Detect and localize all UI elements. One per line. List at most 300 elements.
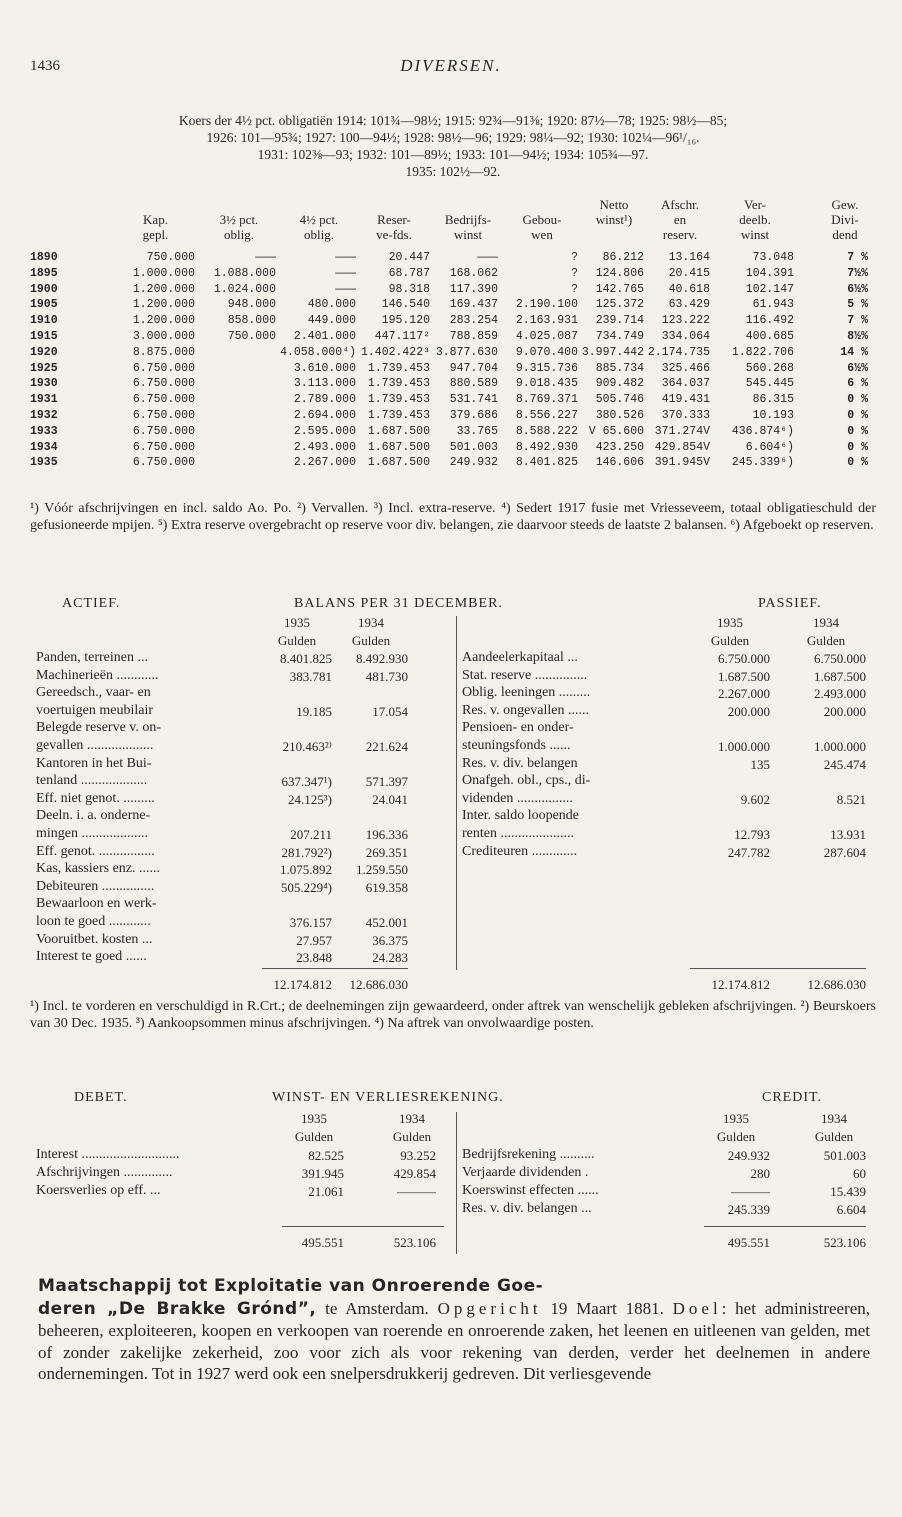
stats-cell-p45: 3.113.000	[293, 377, 356, 391]
stats-cell-reserve: 1.687.500	[367, 424, 430, 438]
actief-value-1934: 619.358	[365, 879, 408, 895]
stats-cell-netto: 885.734	[595, 361, 644, 375]
stats-cell-kap: 8.875.000	[132, 345, 195, 359]
actief-value-1935: 27.957	[296, 932, 332, 948]
actief-label: Gereedsch., vaar- en	[36, 685, 151, 701]
passief-label: Stat. reserve ...............	[462, 667, 588, 683]
actief-value-1934: 1.259.550	[356, 862, 408, 878]
stats-cell-gebouwen: 9.315.736	[515, 361, 578, 375]
stats-cell-afschr: 20.415	[668, 266, 710, 280]
stats-header-p35: 3½ pct. oblig.	[219, 212, 259, 242]
stats-cell-verdeelb: 1.822.706	[731, 345, 794, 359]
unit-header: Gulden	[392, 1129, 432, 1144]
stats-cell-kap: 6.750.000	[132, 409, 195, 422]
stats-cell-afschr: 334.064	[661, 330, 710, 343]
passief-value-1935: 9.602	[740, 791, 770, 807]
doel-label: Doel	[672, 1298, 722, 1318]
stats-cell-kap: 3.000.000	[132, 330, 195, 343]
stats-cell-gebouwen: 2.163.931	[515, 314, 578, 328]
stats-cell-p35: 1.024.000	[213, 282, 276, 296]
stats-cell-p45: 2.789.000	[293, 393, 356, 407]
stats-cell-reserve: 146.540	[381, 298, 430, 312]
debet-value-1935: 82.525	[308, 1148, 344, 1163]
koers-line: Koers der 4½ pct. obligatiën 1914: 101¾—98½; 1915: 92¾—91⅜; 1920: 87½—78; 1925: 98½—85;	[178, 113, 728, 128]
year-header: 1934	[813, 615, 839, 630]
stats-cell-afschr: 364.037	[661, 377, 710, 391]
stats-cell-p45: 2.595.000	[293, 424, 356, 438]
stats-cell-netto: V 65.600	[588, 424, 644, 438]
stats-cell-netto: 86.212	[602, 251, 644, 264]
actief-value-1934: 452.001	[365, 915, 408, 930]
stats-cell-reserve: 20.447	[388, 251, 430, 264]
stats-cell-gebouwen: 8.588.222	[515, 424, 578, 438]
opgericht-date: Maart 1881.	[576, 1298, 673, 1318]
stats-header-gebouwen: Gebou- wen	[522, 212, 562, 242]
passief-value-1934: 287.604	[823, 844, 866, 860]
year-header: 1935	[301, 1111, 327, 1126]
stats-cell-p45: 4.058.000⁴)	[280, 345, 356, 359]
debet-label: Afschrijvingen ..............	[36, 1165, 173, 1180]
actief-value-1935: 207.211	[290, 827, 332, 842]
stats-cell-verdeelb: 245.339⁶)	[731, 456, 794, 470]
actief-value-1934: 481.730	[365, 668, 408, 684]
stats-cell-kap: 1.200.000	[132, 298, 195, 312]
stats-cell-p45: ———	[335, 251, 356, 264]
stats-cell-dividend: 0 %	[847, 456, 868, 470]
balans-footnotes: ¹) Incl. te vorderen en verschuldigd in R.Crt.; de deelnemingen zijn gewaardeerd, onder aftrek van wenschelijk gebleken afschrijvingen. ²) Beurskoers van 30 Dec. 1935. ³) Aankoopsommen minus afschrijvingen. ⁴) Na aftrek van onvolwaardige posten.	[30, 999, 876, 1031]
actief-total-1935: 12.174.812	[273, 977, 332, 992]
passief-label: Crediteuren .............	[462, 843, 578, 859]
stats-cell-year: 1932	[30, 409, 58, 422]
unit-header: Gulden	[351, 633, 391, 648]
stats-cell-netto: 124.806	[595, 266, 644, 280]
actief-title: ACTIEF.	[62, 596, 121, 611]
actief-label: Eff. niet genot. .........	[36, 790, 155, 806]
stats-cell-verdeelb: 10.193	[752, 409, 794, 422]
stats-cell-afschr: 429.854V	[654, 440, 710, 454]
debet-total-1935: 495.551	[301, 1235, 344, 1250]
stats-cell-kap: 6.750.000	[132, 377, 195, 391]
credit-value-1935: ———	[731, 1184, 770, 1199]
stats-cell-netto: 146.606	[595, 456, 644, 470]
passief-label: Aandeelerkapitaal ...	[462, 650, 578, 665]
year-header: 1934	[821, 1111, 847, 1126]
stats-cell-year: 1915	[30, 330, 58, 343]
stats-cell-p45: 2.694.000	[293, 409, 356, 422]
stats-cell-verdeelb: 102.147	[745, 282, 794, 296]
actief-value-1935: 210.463²⁾	[282, 739, 332, 754]
year-header: 1935	[717, 615, 743, 630]
winst-divider	[456, 1112, 457, 1254]
stats-cell-year: 1890	[30, 251, 58, 264]
actief-label: gevallen ...................	[36, 738, 154, 753]
debet-total-1934: 523.106	[393, 1235, 436, 1250]
passief-value-1934: 2.493.000	[814, 686, 866, 702]
stats-cell-dividend: 14 %	[840, 345, 868, 359]
page-number: 1436	[30, 58, 60, 74]
stats-cell-p45: 3.610.000	[293, 361, 356, 375]
stats-header-afschr: Afschr. en reserv.	[661, 197, 699, 242]
credit-sum-rule	[704, 1226, 866, 1227]
stats-cell-reserve: 1.687.500	[367, 440, 430, 454]
stats-cell-reserve: 1.739.453	[367, 409, 430, 422]
stats-cell-verdeelb: 116.492	[745, 314, 794, 328]
actief-value-1935: 376.157	[289, 915, 332, 930]
stats-cell-bedrijfs: 379.686	[449, 409, 498, 422]
stats-cell-verdeelb: 6.604⁶)	[745, 440, 794, 454]
passief-value-1935: 12.793	[734, 827, 770, 842]
passief-value-1935: 2.267.000	[718, 686, 770, 702]
stats-cell-gebouwen: 9.070.400	[515, 345, 578, 359]
company-name-line2: deren „De Brakke Grónd”,	[38, 1298, 317, 1319]
stats-cell-gebouwen: 9.018.435	[515, 377, 578, 391]
passief-title: PASSIEF.	[758, 596, 822, 611]
stats-cell-year: 1931	[30, 393, 58, 407]
actief-value-1935: 637.347¹)	[281, 774, 332, 790]
stats-header-verdeelb: Ver- deelb. winst	[739, 197, 771, 242]
passief-value-1934: 6.750.000	[814, 651, 866, 666]
stats-cell-verdeelb: 86.315	[752, 393, 794, 407]
stats-header-bedrijfs: Bedrijfs- winst	[444, 212, 492, 242]
credit-total-1935: 495.551	[727, 1235, 770, 1250]
stats-cell-dividend: 5 %	[847, 298, 868, 312]
stats-cell-gebouwen: ?	[571, 282, 578, 296]
stats-cell-reserve: 1.739.453	[367, 393, 430, 407]
actief-value-1934: 8.492.930	[356, 651, 408, 666]
stats-cell-dividend: 0 %	[847, 424, 868, 438]
opgericht-label: Opgericht	[437, 1298, 542, 1318]
passief-value-1934: 1.687.500	[814, 668, 866, 684]
stats-cell-p35: 750.000	[227, 330, 276, 343]
actief-value-1935: 383.781	[289, 668, 332, 684]
actief-value-1934: 36.375	[372, 932, 408, 948]
actief-total-1934: 12.686.030	[349, 977, 408, 992]
stats-cell-reserve: 1.687.500	[367, 456, 430, 470]
stats-cell-kap: 6.750.000	[132, 361, 195, 375]
stats-cell-verdeelb: 104.391	[745, 266, 794, 280]
stats-cell-bedrijfs: 117.390	[449, 282, 498, 296]
actief-value-1935: 281.792²)	[281, 844, 332, 860]
winst-title: WINST- EN VERLIESREKENING.	[272, 1090, 504, 1105]
stats-cell-p35: 858.000	[227, 314, 276, 328]
passief-value-1935: 200.000	[727, 703, 770, 719]
stats-cell-reserve: 1.739.453	[367, 361, 430, 375]
credit-label: Koerswinst effecten ......	[462, 1183, 599, 1198]
credit-value-1935: 245.339	[727, 1202, 770, 1217]
stats-cell-dividend: 6½%	[847, 282, 868, 296]
opgericht-value: 19	[541, 1298, 568, 1318]
debet-value-1935: 391.945	[301, 1166, 344, 1181]
passief-label: renten .....................	[462, 826, 574, 841]
actief-value-1934: 269.351	[365, 844, 408, 860]
actief-label: tenland ...................	[36, 773, 148, 789]
stats-cell-bedrijfs: 169.437	[449, 298, 498, 312]
unit-header: Gulden	[710, 633, 750, 648]
stats-cell-dividend: 7 %	[847, 314, 868, 328]
passief-label: Inter. saldo loopende	[462, 808, 580, 824]
stats-cell-bedrijfs: 501.003	[449, 440, 498, 454]
year-header: 1934	[399, 1111, 425, 1126]
stats-cell-kap: 6.750.000	[132, 424, 195, 438]
year-header: 1935	[723, 1111, 749, 1126]
stats-cell-bedrijfs: 947.704	[449, 361, 498, 375]
stats-cell-year: 1910	[30, 314, 58, 328]
stats-cell-bedrijfs: 3.877.630	[435, 345, 498, 359]
passief-label: Onafgeh. obl., cps., di-	[462, 773, 591, 789]
stats-cell-bedrijfs: 283.254	[449, 314, 498, 328]
actief-value-1935: 8.401.825	[280, 651, 332, 666]
stats-cell-netto: 909.482	[595, 377, 644, 391]
stats-cell-year: 1895	[30, 266, 58, 280]
actief-value-1935: 1.075.892	[280, 862, 332, 878]
stats-cell-gebouwen: 2.190.100	[515, 298, 578, 312]
passief-label: Oblig. leeningen .........	[462, 685, 591, 701]
actief-label: Kantoren in het Bui-	[36, 755, 152, 771]
credit-label: Verjaarde dividenden .	[462, 1165, 589, 1180]
stats-cell-kap: 1.000.000	[132, 266, 195, 280]
passief-value-1935: 247.782	[727, 844, 770, 860]
passief-total-1934: 12.686.030	[807, 977, 866, 992]
debet-label: Interest ............................	[36, 1147, 180, 1162]
stats-cell-dividend: 0 %	[847, 393, 868, 407]
koers-line: 1931: 102⅜—93; 1932: 101—89½; 1933: 101—94½; 1934: 105¾—97.	[257, 147, 649, 162]
actief-label: Machinerieën ............	[36, 667, 159, 683]
stats-cell-reserve: 1.402.422³	[360, 345, 430, 359]
actief-label: Debiteuren ...............	[36, 878, 155, 894]
actief-label: Panden, terreinen ...	[36, 650, 148, 665]
stats-cell-gebouwen: 8.769.371	[515, 393, 578, 407]
passief-value-1934: 8.521	[836, 791, 866, 807]
stats-cell-afschr: 40.618	[668, 282, 710, 296]
actief-label: Deeln. i. a. onderne-	[36, 808, 151, 824]
stats-cell-afschr: 63.429	[668, 298, 710, 312]
balans-title: BALANS PER 31 DECEMBER.	[294, 596, 503, 611]
stats-cell-afschr: 419.431	[661, 393, 710, 407]
company-location: te Amsterdam.	[316, 1298, 438, 1318]
stats-cell-netto: 423.250	[595, 440, 644, 454]
stats-cell-gebouwen: ?	[571, 251, 578, 264]
stats-cell-kap: 6.750.000	[132, 393, 195, 407]
stats-cell-p45: 2.401.000	[293, 330, 356, 343]
stats-cell-bedrijfs: 249.932	[449, 456, 498, 470]
actief-value-1935: 19.185	[296, 703, 332, 719]
stats-cell-kap: 6.750.000	[132, 456, 195, 470]
stats-cell-p35: ———	[255, 251, 276, 264]
actief-sum-rule	[262, 968, 408, 969]
stats-cell-verdeelb: 545.445	[745, 377, 794, 391]
stats-cell-p45: ———	[335, 266, 356, 280]
passief-value-1935: 1.000.000	[718, 739, 770, 754]
actief-label: loon te goed ............	[36, 914, 151, 929]
stats-cell-bedrijfs: ———	[477, 251, 498, 264]
debet-value-1934: 93.252	[400, 1148, 436, 1163]
stats-cell-afschr: 2.174.735	[647, 345, 710, 359]
stats-cell-reserve: 68.787	[388, 266, 430, 280]
stats-cell-year: 1935	[30, 456, 58, 470]
stats-cell-gebouwen: 8.556.227	[515, 409, 578, 422]
actief-value-1934: 571.397	[365, 774, 408, 790]
passief-total-1935: 12.174.812	[711, 977, 770, 992]
passief-value-1935: 6.750.000	[718, 651, 770, 666]
stats-header-dividend: Gew. Divi- dend	[831, 197, 859, 242]
stats-cell-dividend: 7 %	[847, 251, 868, 264]
stats-cell-gebouwen: ?	[571, 266, 578, 280]
stats-cell-reserve: 447.117²	[374, 330, 430, 343]
company-paragraph	[38, 1275, 870, 1385]
credit-value-1934: 6.604	[836, 1202, 866, 1217]
stats-cell-afschr: 13.164	[668, 251, 710, 264]
stats-footnotes: ¹) Vóór afschrijvingen en incl. saldo Ao. Po. ²) Vervallen. ³) Incl. extra-reserve. ⁴) Sedert 1917 fusie met Vriesseveem, totaal obligatieschuld der gefusioneerde mpijen. ⁵) Extra reserve overgebracht op reserve voor div. belangen, zie daarvoor steeds de laatste 2 balansen. ⁶) Afgeboekt op reserven.	[30, 501, 876, 533]
stats-cell-dividend: 6½%	[847, 361, 868, 375]
koers-line: 1926: 101—95¾; 1927: 100—94½; 1928: 98½—96; 1929: 98¼—92; 1930: 102¼—96¹/₁₆.	[206, 130, 700, 145]
unit-header: Gulden	[806, 633, 846, 648]
credit-label: Bedrijfsrekening ..........	[462, 1147, 595, 1162]
stats-cell-kap: 1.200.000	[132, 314, 195, 328]
stats-header-p45: 4½ pct. oblig.	[299, 212, 339, 242]
stats-cell-year: 1905	[30, 298, 58, 312]
stats-cell-gebouwen: 4.025.087	[515, 330, 578, 343]
stats-cell-p45: ———	[335, 282, 356, 296]
credit-value-1935: 249.932	[727, 1148, 770, 1163]
debet-value-1935: 21.061	[308, 1184, 344, 1199]
passief-value-1934: 245.474	[823, 756, 866, 772]
stats-cell-year: 1934	[30, 440, 58, 454]
stats-header-netto: Netto winst¹)	[595, 197, 633, 227]
stats-cell-netto: 239.714	[595, 314, 644, 328]
stats-cell-bedrijfs: 880.589	[449, 377, 498, 391]
stats-cell-dividend: 6 %	[847, 377, 868, 391]
stats-cell-bedrijfs: 33.765	[456, 424, 498, 438]
stats-cell-afschr: 391.945V	[654, 456, 710, 470]
stats-cell-bedrijfs: 531.741	[449, 393, 498, 407]
debet-title: DEBET.	[74, 1090, 128, 1105]
balans-divider	[456, 616, 457, 970]
stats-cell-kap: 1.200.000	[132, 282, 195, 296]
credit-value-1934: 501.003	[823, 1148, 866, 1163]
debet-value-1934: 429.854	[393, 1166, 436, 1181]
stats-cell-year: 1925	[30, 361, 58, 375]
actief-label: Kas, kassiers enz. ......	[36, 861, 161, 877]
actief-value-1934: 24.041	[372, 791, 408, 807]
actief-label: Vooruitbet. kosten ...	[36, 931, 153, 947]
stats-cell-year: 1900	[30, 282, 58, 296]
stats-cell-reserve: 1.739.453	[367, 377, 430, 391]
actief-value-1934: 17.054	[372, 703, 408, 719]
credit-value-1934: 15.439	[830, 1184, 866, 1199]
passief-sum-rule	[690, 968, 866, 969]
actief-label: Belegde reserve v. on-	[36, 720, 162, 736]
stats-cell-p45: 2.493.000	[293, 440, 356, 454]
actief-value-1934: 24.283	[372, 950, 408, 966]
unit-header: Gulden	[294, 1129, 334, 1144]
stats-cell-netto: 142.765	[595, 282, 644, 296]
stats-cell-p45: 449.000	[307, 314, 356, 328]
stats-cell-kap: 6.750.000	[132, 440, 195, 454]
credit-label: Res. v. div. belangen ...	[462, 1201, 592, 1216]
year-header: 1935	[284, 615, 310, 630]
stats-cell-verdeelb: 560.268	[745, 361, 794, 375]
stats-cell-year: 1920	[30, 345, 58, 359]
stats-cell-p45: 480.000	[307, 298, 356, 312]
stats-cell-reserve: 98.318	[388, 282, 430, 296]
passief-label: steuningsfonds ......	[462, 738, 571, 753]
actief-label: Interest te goed ......	[36, 949, 147, 965]
stats-cell-dividend: 7½%	[847, 266, 868, 280]
stats-cell-gebouwen: 8.401.825	[515, 456, 578, 470]
stats-cell-afschr: 123.222	[661, 314, 710, 328]
actief-value-1935: 23.848	[296, 950, 332, 966]
passief-value-1934: 13.931	[830, 827, 866, 842]
actief-label: Bewaarloon en werk-	[36, 896, 157, 912]
stats-cell-dividend: 8½%	[847, 330, 868, 343]
credit-title: CREDIT.	[762, 1090, 823, 1105]
actief-label: voertuigen meubilair	[36, 702, 154, 718]
unit-header: Gulden	[716, 1129, 756, 1144]
year-header: 1934	[358, 615, 384, 630]
stats-cell-afschr: 325.466	[661, 361, 710, 375]
stats-cell-netto: 505.746	[595, 393, 644, 407]
stats-cell-p35: 1.088.000	[213, 266, 276, 280]
stats-cell-afschr: 371.274V	[654, 424, 710, 438]
stats-cell-netto: 125.372	[595, 298, 644, 312]
stats-cell-verdeelb: 73.048	[752, 251, 794, 264]
stats-cell-p35: 948.000	[227, 298, 276, 312]
passief-label: videnden ................	[462, 790, 573, 806]
stats-cell-verdeelb: 436.874⁶)	[731, 424, 794, 438]
debet-value-1934: ———	[397, 1184, 436, 1199]
stats-cell-netto: 380.526	[595, 409, 644, 422]
stats-cell-netto: 3.997.442	[581, 345, 644, 359]
stats-cell-netto: 734.749	[595, 330, 644, 343]
stats-cell-verdeelb: 400.685	[745, 330, 794, 343]
stats-cell-bedrijfs: 168.062	[449, 266, 498, 280]
passief-value-1935: 1.687.500	[718, 668, 770, 684]
passief-label: Res. v. div. belangen	[462, 755, 578, 771]
stats-cell-year: 1930	[30, 377, 58, 391]
credit-total-1934: 523.106	[823, 1235, 866, 1250]
stats-cell-year: 1933	[30, 424, 58, 438]
actief-label: Eff. genot. ................	[36, 843, 155, 859]
stats-header-reserve: Reser- ve-fds.	[376, 212, 412, 242]
stats-cell-bedrijfs: 788.859	[449, 330, 498, 343]
company-name-line1: Maatschappij tot Exploitatie van Onroerende Goe-	[38, 1276, 544, 1296]
debet-sum-rule	[282, 1226, 444, 1227]
debet-label: Koersverlies op eff. ...	[36, 1183, 161, 1198]
actief-value-1935: 24.125³)	[288, 791, 332, 807]
koers-line: 1935: 102½—92.	[405, 164, 501, 179]
unit-header: Gulden	[814, 1129, 854, 1144]
stats-cell-dividend: 0 %	[847, 409, 868, 422]
passief-value-1934: 1.000.000	[814, 739, 866, 754]
passief-label: Res. v. ongevallen ......	[462, 702, 590, 718]
running-title: DIVERSEN.	[400, 56, 502, 75]
passief-value-1934: 200.000	[823, 703, 866, 719]
stats-header-kap: Kap. gepl.	[142, 212, 169, 242]
passief-value-1935: 135	[750, 756, 770, 772]
stats-cell-kap: 750.000	[146, 251, 195, 264]
credit-value-1934: 60	[853, 1166, 866, 1181]
actief-value-1935: 505.229⁴)	[280, 879, 332, 895]
stats-cell-gebouwen: 8.492.930	[515, 440, 578, 454]
actief-value-1934: 221.624	[365, 739, 408, 754]
unit-header: Gulden	[277, 633, 317, 648]
passief-label: Pensioen- en onder-	[462, 720, 574, 736]
stats-cell-dividend: 0 %	[847, 440, 868, 454]
stats-cell-p45: 2.267.000	[293, 456, 356, 470]
stats-cell-reserve: 195.120	[381, 314, 430, 328]
actief-value-1934: 196.336	[365, 827, 408, 842]
stats-cell-verdeelb: 61.943	[752, 298, 794, 312]
